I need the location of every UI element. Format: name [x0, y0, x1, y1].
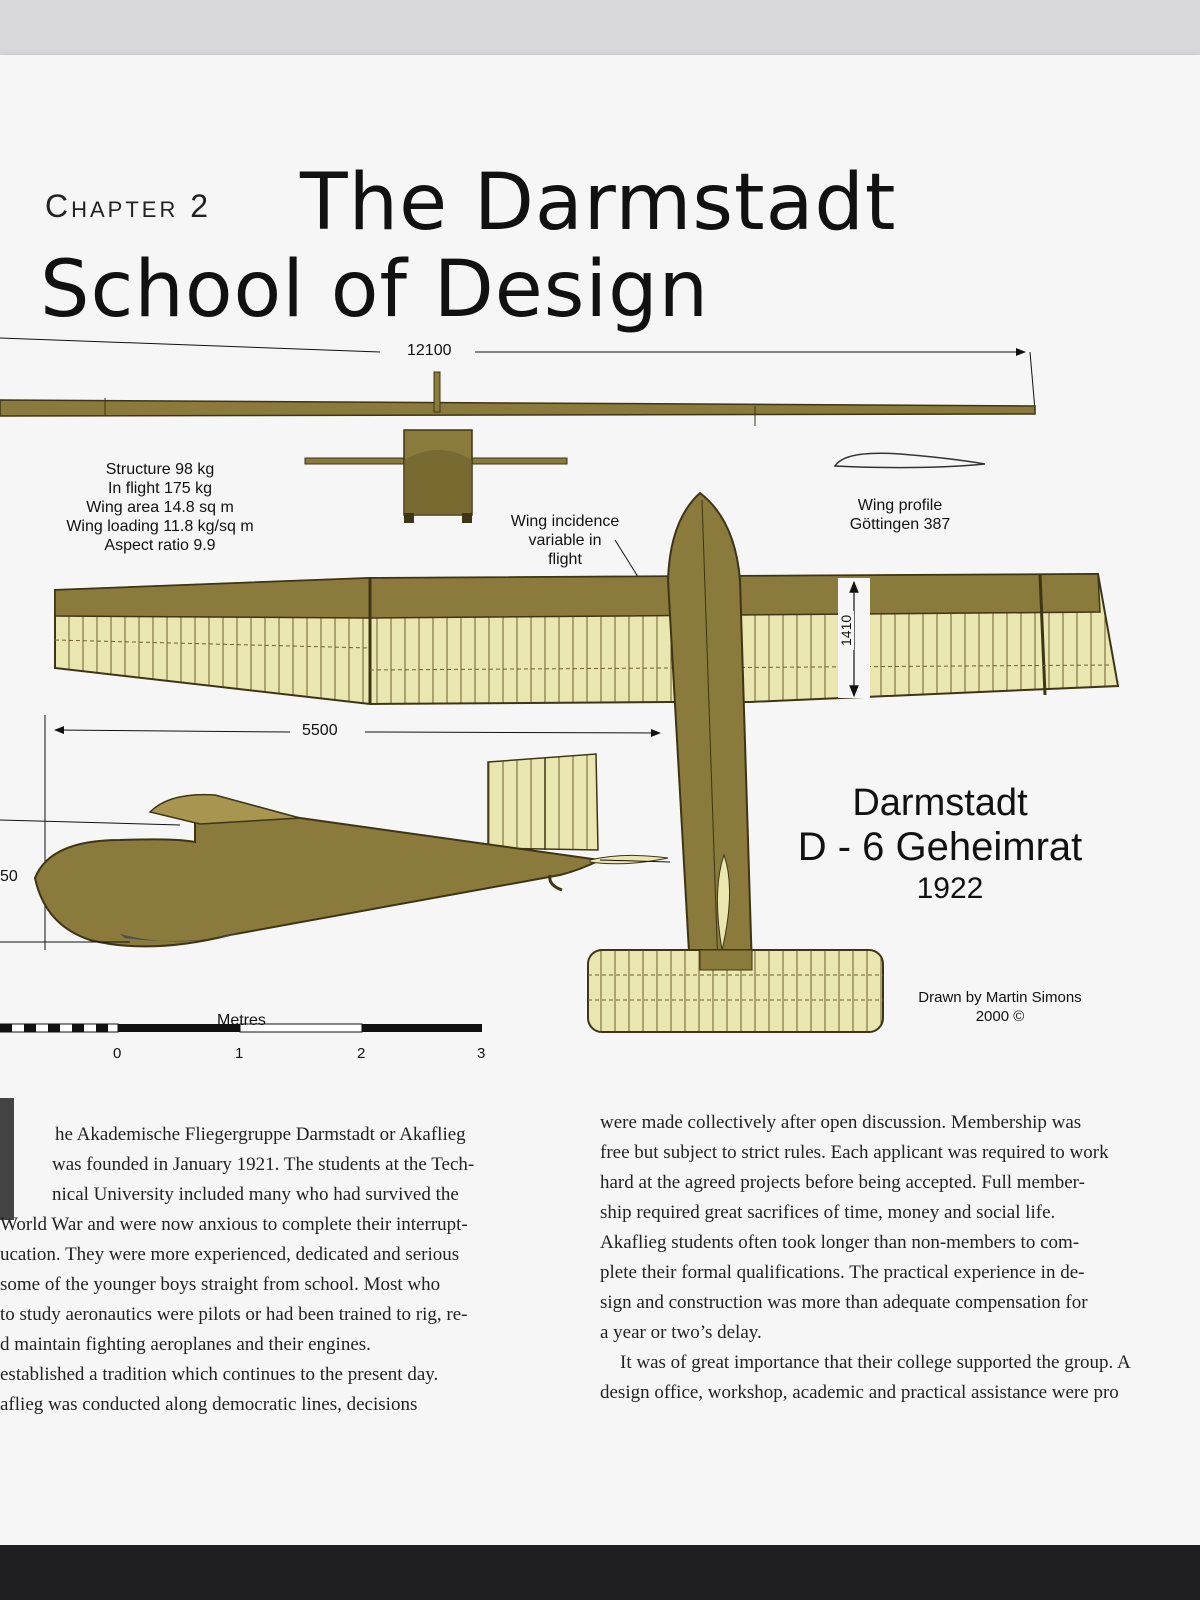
span-dimension-label: 12100	[403, 342, 456, 360]
front-view-wing	[0, 400, 1035, 416]
body-line: established a tradition which continues to the present day.	[0, 1364, 439, 1385]
chapter-title-line-1: The Darmstadt	[300, 158, 897, 248]
scale-title: Metres	[217, 1012, 266, 1029]
spec-aspect-ratio: Aspect ratio 9.9	[104, 537, 216, 554]
length-dimension-line-right	[365, 732, 660, 733]
wing-profile-line: Göttingen 387	[849, 516, 951, 533]
scale-tick-3: 3	[477, 1045, 486, 1062]
spec-wing-area: Wing area 14.8 sq m	[86, 499, 234, 516]
aircraft-name: Darmstadt	[852, 782, 1028, 824]
wing-profile-section	[835, 453, 985, 467]
scale-tick-2: 2	[357, 1045, 366, 1062]
body-line: aflieg was conducted along democratic lines, decisions	[0, 1394, 418, 1415]
credit-year: 2000 ©	[975, 1008, 1025, 1025]
body-line: design office, workshop, academic and practical assistance were pro	[600, 1382, 1119, 1403]
span-extension-line	[1030, 352, 1035, 410]
body-line: d maintain fighting aeroplanes and their engines.	[0, 1334, 371, 1355]
wing-incidence-line: flight	[548, 551, 582, 568]
scale-tick-1: 1	[235, 1045, 244, 1062]
wing-incidence-line: variable in	[528, 532, 602, 549]
body-line: ship required great sacrifices of time, money and social life.	[600, 1202, 1056, 1223]
body-line: a year or two’s delay.	[600, 1322, 762, 1343]
spec-structure-weight: Structure 98 kg	[105, 461, 215, 478]
length-dimension-label: 5500	[298, 722, 342, 740]
aircraft-year: 1922	[916, 872, 984, 905]
spec-flight-weight: In flight 175 kg	[107, 480, 213, 497]
scale-bar-segment	[362, 1024, 482, 1032]
glider-specifications	[40, 460, 280, 555]
side-view-rudder	[488, 754, 598, 850]
body-line: were made collectively after open discussion. Membership was	[600, 1112, 1082, 1133]
wing-incidence-line: Wing incidence	[510, 513, 620, 530]
scale-tick-0: 0	[113, 1045, 122, 1062]
wing-profile-line: Wing profile	[857, 497, 943, 514]
glider-drawing	[0, 330, 1200, 1070]
spec-wing-loading: Wing loading 11.8 kg/sq m	[66, 518, 254, 535]
body-line: plete their formal qualifications. The practical experience in de-	[600, 1262, 1085, 1283]
drawing-credit	[900, 988, 1100, 1026]
body-line: World War and were now anxious to complete their interrupt-	[0, 1214, 468, 1235]
credit-author: Drawn by Martin Simons	[918, 989, 1082, 1006]
body-line: sign and construction was more than adequate compensation for	[600, 1292, 1088, 1313]
side-view-wing-section	[150, 795, 300, 824]
body-line: hard at the agreed projects before being accepted. Full member-	[600, 1172, 1085, 1193]
body-line: he Akademische Fliegergruppe Darmstadt or Akaflieg	[55, 1124, 466, 1145]
book-cover-edge	[0, 1545, 1200, 1600]
span-dimension-line-left	[0, 338, 380, 352]
body-line: some of the younger boys straight from school. Most who	[0, 1274, 441, 1295]
front-view-fin	[434, 372, 440, 412]
aircraft-model: D - 6 Geheimrat	[797, 825, 1083, 869]
chapter-label: Chapter 2	[45, 188, 212, 224]
plan-view-wing-leading-edge	[55, 574, 1100, 618]
body-line: ucation. They were more experienced, dedicated and serious	[0, 1244, 460, 1265]
body-line: nical University included many who had survived the	[52, 1184, 459, 1205]
body-line: It was of great importance that their college supported the group. A	[620, 1352, 1131, 1373]
length-dimension-line-left	[55, 730, 290, 732]
height-dimension-label: 50	[0, 868, 18, 885]
body-line: was founded in January 1921. The students at the Tech-	[52, 1154, 475, 1175]
wing-incidence-note	[480, 512, 650, 569]
chapter-title-line-2: School of Design	[40, 245, 710, 335]
wing-profile-note	[820, 496, 980, 534]
chord-dimension-label: 1410	[838, 611, 854, 650]
body-column-left	[0, 1120, 560, 1420]
body-line: free but subject to strict rules. Each applicant was required to work	[600, 1142, 1109, 1163]
body-column-right	[600, 1108, 1190, 1408]
body-line: Akaflieg students often took longer than non-members to com-	[600, 1232, 1080, 1253]
body-line: to study aeronautics were pilots or had been trained to rig, re-	[0, 1304, 468, 1325]
